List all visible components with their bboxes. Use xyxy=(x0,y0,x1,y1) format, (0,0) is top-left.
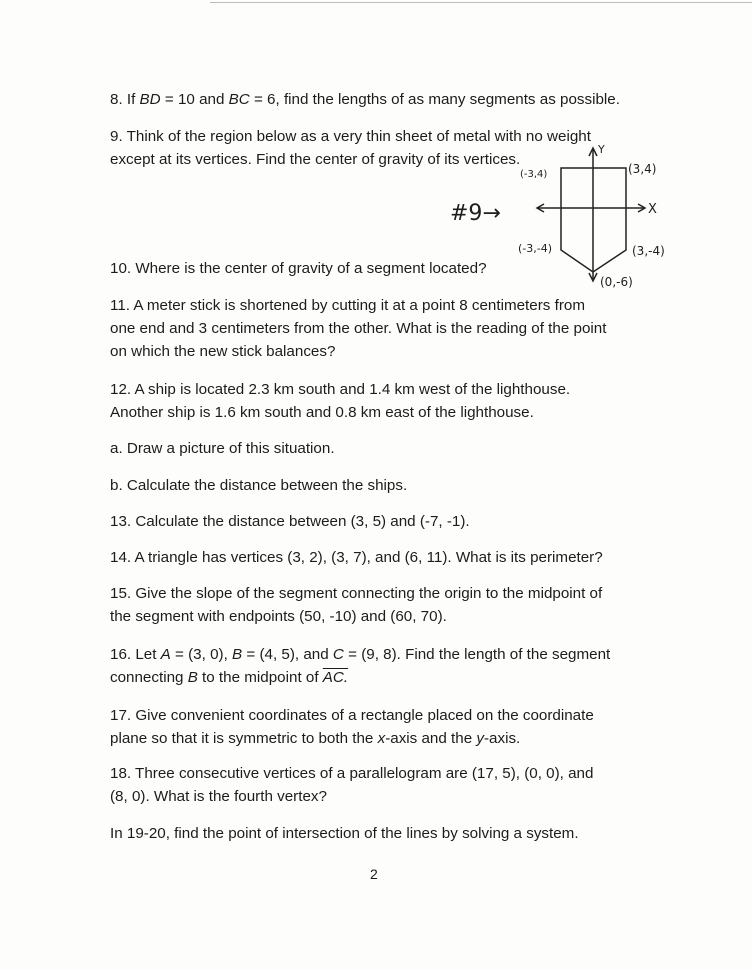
label-bottom-vertex: (0,-6) xyxy=(600,275,633,289)
question-12b: b. Calculate the distance between the ships. xyxy=(110,477,408,494)
handwritten-sketch xyxy=(440,140,700,305)
label-top-left: (-3,4) xyxy=(520,169,548,180)
page-number: 2 xyxy=(370,866,378,882)
question-10: 10. Where is the center of gravity of a segment located? xyxy=(110,260,487,277)
question-12-line-1: 12. A ship is located 2.3 km south and 1.4 km west of the lighthouse. xyxy=(110,381,571,398)
question-18-line-1: 18. Three consecutive vertices of a parallelogram are (17, 5), (0, 0), and xyxy=(110,765,594,782)
question-15-line-1: 15. Give the slope of the segment connecting the origin to the midpoint of xyxy=(110,585,603,602)
sketch-tag: #9→ xyxy=(450,201,501,226)
question-16-line-2: connecting B to the midpoint of AC. xyxy=(110,669,349,686)
question-12a: a. Draw a picture of this situation. xyxy=(110,440,335,457)
segment-ac: AC. xyxy=(322,669,349,686)
question-17-line-2: plane so that it is symmetric to both the x-axis and the y-axis. xyxy=(110,730,521,747)
question-17-line-1: 17. Give convenient coordinates of a rectangle placed on the coordinate xyxy=(110,707,594,724)
question-11-line-1: 11. A meter stick is shortened by cutting it at a point 8 centimeters from xyxy=(110,297,585,314)
question-13: 13. Calculate the distance between (3, 5) and (-7, -1). xyxy=(110,513,470,530)
x-axis-label: X xyxy=(648,202,657,217)
question-12-line-2: Another ship is 1.6 km south and 0.8 km east of the lighthouse. xyxy=(110,404,534,421)
question-11-line-2: one end and 3 centimeters from the other. What is the reading of the point xyxy=(110,320,607,337)
question-15-line-2: the segment with endpoints (50, -10) and (60, 70). xyxy=(110,608,447,625)
question-8: 8. If BD = 10 and BC = 6, find the lengths of as many segments as possible. xyxy=(110,91,620,108)
y-axis-label: Y xyxy=(598,143,605,156)
question-11-line-3: on which the new stick balances? xyxy=(110,343,336,360)
label-top-right: (3,4) xyxy=(628,162,657,176)
question-16-line-1: 16. Let A = (3, 0), B = (4, 5), and C = (9, 8). Find the length of the segment xyxy=(110,646,611,663)
question-18-line-2: (8, 0). What is the fourth vertex? xyxy=(110,788,327,805)
question-9-line-2: except at its vertices. Find the center of gravity of its vertices. xyxy=(110,151,521,168)
scan-top-edge xyxy=(210,2,752,3)
question-9-line-1: 9. Think of the region below as a very thin sheet of metal with no weight xyxy=(110,128,591,145)
instructions-19-20: In 19-20, find the point of intersection of the lines by solving a system. xyxy=(110,825,579,842)
label-bottom-left: (-3,-4) xyxy=(518,242,553,255)
question-14: 14. A triangle has vertices (3, 2), (3, 7), and (6, 11). What is its perimeter? xyxy=(110,549,603,566)
label-bottom-right: (3,-4) xyxy=(632,244,665,258)
